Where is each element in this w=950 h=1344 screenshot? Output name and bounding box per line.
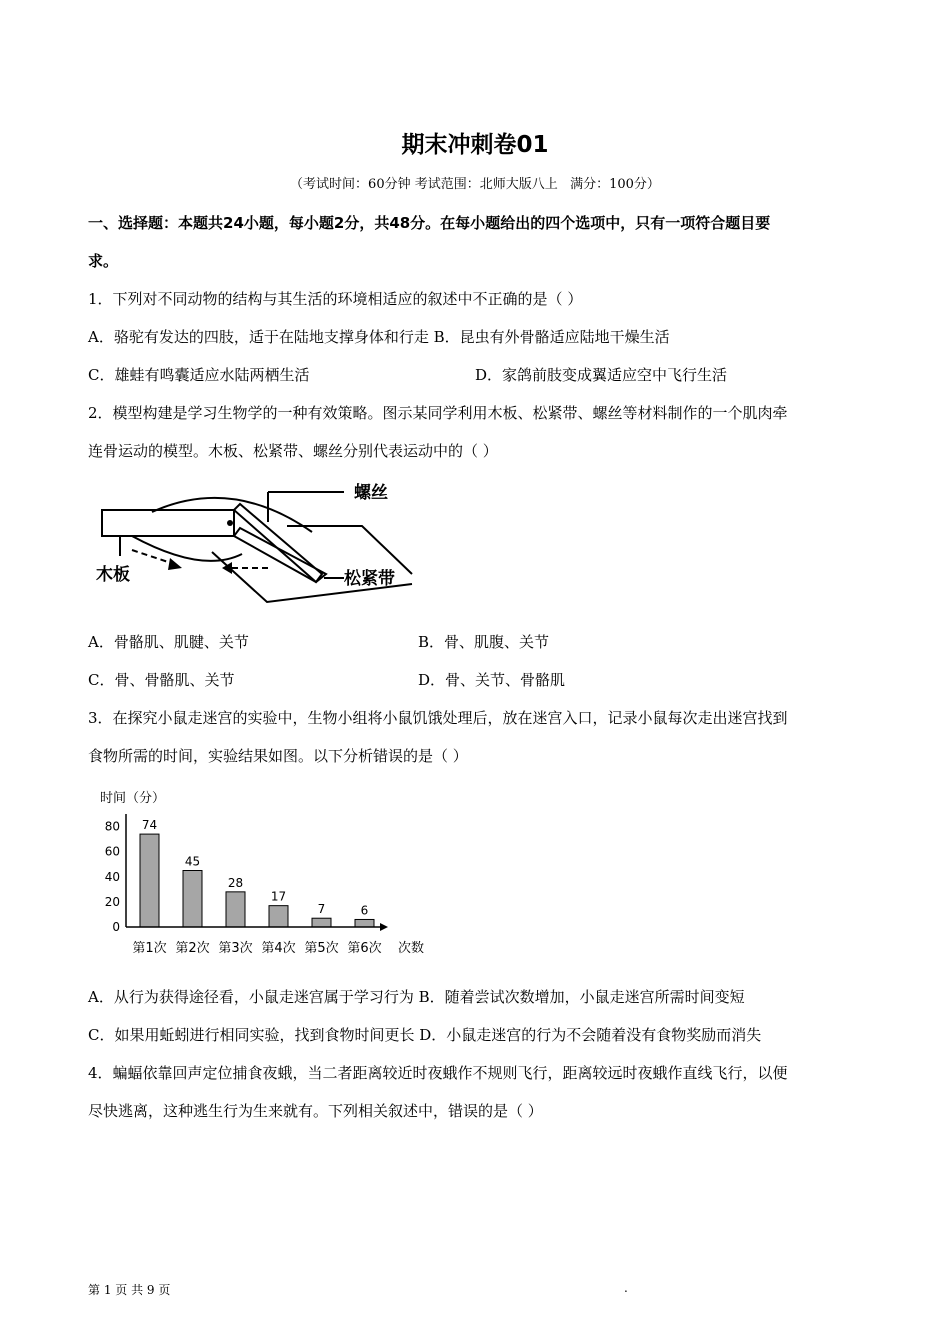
x-tick-label: 第4次 (261, 941, 296, 956)
q3-options-ab: A．从行为获得途径看，小鼠走迷宫属于学习行为 B．随着尝试次数增加，小鼠走迷宫所需时间变短 (88, 988, 745, 1006)
y-tick-label: 0 (112, 920, 120, 934)
chart-xlabel: 次数 (398, 941, 425, 956)
q3-stem: 3．在探究小鼠走迷宫的实验中，生物小组将小鼠饥饿处理后，放在迷宫入口，记录小鼠每次走出迷宫找到 (88, 709, 788, 727)
section-heading: 一、选择题：本题共24小题，每小题2分，共48分。在每小题给出的四个选项中，只有一项符合题目要 (88, 214, 771, 232)
q4-stem-cont: 尽快逃离，这种逃生行为生来就有。下列相关叙述中，错误的是（ ） (88, 1102, 543, 1120)
exam-info: （考试时间：60分钟 考试范围：北师大版八上 满分：100分） (290, 177, 660, 192)
q3-stem-cont: 食物所需的时间，实验结果如图。以下分析错误的是（ ） (88, 747, 468, 765)
label-board: 木板 (96, 565, 130, 585)
q2-option-a: A．骨骼肌、肌腱、关节 (88, 633, 249, 651)
y-tick-label: 40 (104, 869, 120, 884)
bar (183, 871, 202, 928)
chart-ylabel: 时间（分） (100, 791, 166, 806)
q1-stem: 1．下列对不同动物的结构与其生活的环境相适应的叙述中不正确的是（ ） (88, 290, 583, 308)
bar-value-label: 17 (270, 889, 287, 904)
bar (355, 919, 374, 927)
x-tick-label: 第3次 (218, 941, 253, 956)
q2-stem-cont: 连骨运动的模型。木板、松紧带、螺丝分别代表运动中的（ ） (88, 442, 498, 460)
y-tick-label: 80 (104, 819, 120, 834)
x-tick-label: 第5次 (304, 941, 339, 956)
q1-option-c: C．雄蛙有鸣囊适应水陆两栖生活 (88, 366, 310, 384)
bar (269, 906, 288, 927)
y-tick-label: 20 (104, 894, 120, 909)
section-heading-cont: 求。 (88, 252, 119, 270)
q1-option-d: D．家鸽前肢变成翼适应空中飞行生活 (475, 366, 728, 384)
maze-time-chart (90, 784, 450, 964)
label-screw: 螺丝 (354, 483, 388, 503)
x-tick-label: 第6次 (347, 941, 382, 956)
q3-options-cd: C．如果用蚯蚓进行相同实验，找到食物时间更长 D．小鼠走迷宫的行为不会随着没有食物奖励而消失 (88, 1026, 762, 1044)
x-tick-label: 第2次 (175, 941, 210, 956)
q2-option-c: C．骨、骨骼肌、关节 (88, 671, 235, 689)
bar-value-label: 6 (360, 903, 369, 918)
bar (312, 918, 331, 927)
bar-value-label: 28 (227, 875, 244, 890)
bar (140, 834, 159, 927)
label-elastic: 松紧带 (344, 569, 395, 589)
q1-options-ab: A．骆驼有发达的四肢，适于在陆地支撑身体和行走 B．昆虫有外骨骼适应陆地干燥生活 (88, 328, 670, 346)
y-tick-label: 60 (104, 844, 120, 859)
footer-dot: . (624, 1281, 628, 1295)
screw-dot (227, 520, 233, 526)
bar-value-label: 7 (317, 902, 326, 917)
page-title: 期末冲刺卷01 (401, 132, 549, 158)
page-number: 第 1 页 共 9 页 (88, 1283, 171, 1297)
q2-stem: 2．模型构建是学习生物学的一种有效策略。图示某同学利用木板、松紧带、螺丝等材料制作的一个肌肉牵 (88, 404, 788, 422)
bar (226, 892, 245, 927)
x-tick-label: 第1次 (132, 941, 167, 956)
muscle-model-figure (92, 474, 422, 620)
q2-option-b: B．骨、肌腹、关节 (418, 633, 550, 651)
bar-value-label: 74 (141, 818, 158, 833)
bar-value-label: 45 (184, 854, 201, 869)
q2-option-d: D．骨、关节、骨骼肌 (418, 671, 566, 689)
x-axis-arrow (380, 923, 388, 931)
q4-stem: 4．蝙蝠依靠回声定位捕食夜蛾，当二者距离较近时夜蛾作不规则飞行，距离较远时夜蛾作直线飞行，以便 (88, 1064, 788, 1082)
